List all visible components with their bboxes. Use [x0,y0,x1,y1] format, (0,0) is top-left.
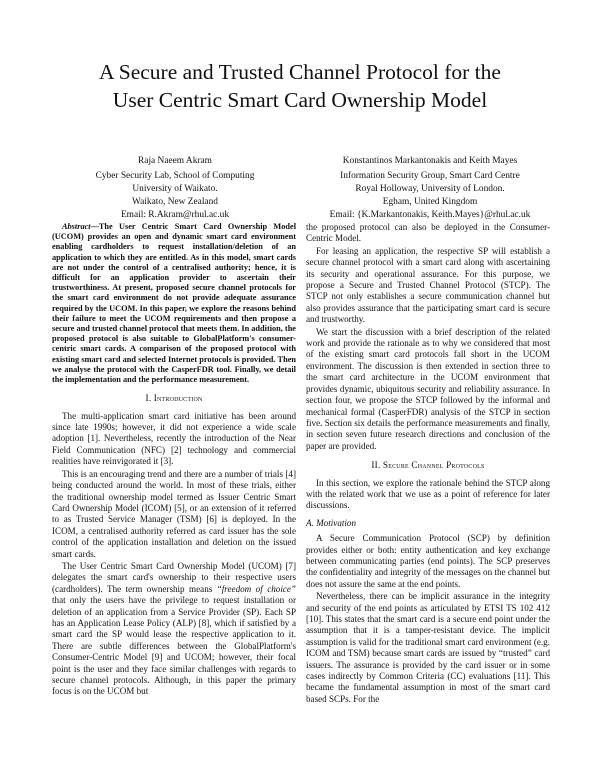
section-heading-secure-channel-protocols: II. Secure Channel Protocols [371,460,485,471]
author-email: Email: R.Akram@rhul.ac.uk [120,210,230,220]
author-affiliation: Information Security Group, Smart Card Centre [340,171,520,181]
title-line-1: A Secure and Trusted Channel Protocol for the [99,60,501,84]
text-run: The User Centric Smart Card Ownership Model (UCOM) [7] delegates the smart card's ownership to their respective users (cardholders). The term ownership means [52,560,296,594]
author-block-1 [70,155,280,222]
paragraph: Nevertheless, there can be implicit assurance in the integrity and security of the end points as articulated by ETSI TS 102 412 [10]. This states that the smart card is a secure end point under the assumption that it is a tamper-resistant device. The implicit assumption is valid for the traditional smart card environment (e.g. ICOM and TSM) because smart cards are issued by “trusted” card issuers. The assurance is provided by the card issuer or in some cases indirectly by Common Criteria (CC) evaluations [11]. This became the fundamental assumption in most of the smart card based SCPs. For the [306,591,550,704]
paragraph: The multi-application smart card initiative has been around since late 1990s; however, it did not experience a wide scale adoption [1]. Nevertheless, recently the introduction of the Near Field Communication (NFC) [2] technology and commercial realities have reinvigorated it [3]. [52,410,296,467]
author-location: Egham, United Kingdom [382,197,478,207]
abstract-label: Abstract [62,222,91,231]
left-column [52,222,296,699]
paragraph [52,561,296,698]
right-column [306,222,550,706]
author-email: Email: {K.Markantonakis, Keith.Mayes}@rhul.ac.uk [329,210,531,220]
section-heading-introduction: I. Introduction [145,393,203,404]
text-run: that only the users have the privilege to request installation or deletion of an application from a Service Provider (SP). Each SP has an Application Lease Policy (ALP) [8], which if satisfied by a smart card the SP would lease the respective application to it. There are subtle differences between the GlobalPlatform's Consumer-Centric Model [9] and UCOM; however, their focal point is the user and they face similar challenges with regards to secure channel protocols. Although, in this paper the primary focus is on the UCOM but [52,595,296,697]
paragraph: the proposed protocol can also be deployed in the Consumer-Centric Model. [306,222,550,244]
paragraph: A Secure Communication Protocol (SCP) by definition provides either or both: entity authentication and key exchange between communicating parties (end points). The SCP preserves the confidentiality and integrity of the messages on the channel but does not assure the same at the end points. [306,533,550,589]
paragraph: In this section, we explore the rationale behind the STCP along with the related work that we use as a point of reference for later discussions. [306,477,550,511]
title-line-2: User Centric Smart Card Ownership Model [112,88,488,112]
paragraph: For leasing an application, the respective SP will establish a secure channel protocol with a smart card along with ascertaining its security and operational assurance. For this purpose, we propose a Secure and Trusted Channel Protocol (STCP). The STCP not only establishes a secure communication channel but also provides assurance that the participating smart card is secure and trustworthy. [306,245,550,325]
abstract [52,222,296,385]
author-name: Raja Naeem Akram [138,156,212,166]
paper-title [40,58,560,114]
subsection-heading-motivation: A. Motivation [306,517,357,528]
author-block-2 [300,155,560,222]
emphasis: “freedom of choice” [216,583,296,594]
author-institution: University of Waikato. [132,184,218,194]
abstract-text: —The User Centric Smart Card Ownership Model (UCOM) provides an open and dynamic smart card environment enabling cardholders to request installation/deletion of an application to which they are entitled. As in this model, smart cards are not under the control of a centralised authority; hence, it is difficult for an application provider to ascertain their trustworthiness. At present, proposed secure channel protocols for the smart card environment do not provide adequate assurance required by the UCOM. In this paper, we explore the reasons behind their failure to meet the UCOM requirements and then propose a secure and trusted channel protocol that meets them. In addition, the proposed protocol is also suitable to GlobalPlatform's consumer-centric smart cards. A comparison of the proposed protocol with existing smart card and selected Internet protocols is provided. Then we analyse the protocol with the CasperFDR tool. Finally, we detail the implementation and the performance measurement. [52,222,296,385]
author-institution: Royal Holloway, University of London. [355,184,505,194]
author-location: Waikato, New Zealand [132,197,218,207]
author-affiliation: Cyber Security Lab, School of Computing [95,171,255,181]
paragraph: This is an encouraging trend and there are a number of trials [4] being conducted around the world. In most of these trials, either the traditional ownership model termed as Issuer Centric Smart Card Ownership Model (ICOM) [5], or an extension of it referred to as Trusted Service Manager (TSM) [6] is deployed. In the ICOM, a centralised authority referred as card issuer has the sole control of the application installation and deletion on the issued smart cards. [52,468,296,559]
author-name: Konstantinos Markantonakis and Keith Mayes [342,156,518,166]
paragraph: We start the discussion with a brief description of the related work and provide the rationale as to why we considered that most of the existing smart card protocols fall short in the UCOM environment. The discussion is then extended in section three to the smart card architecture in the UCOM environment that provides dynamic, ubiquitous security and reliability assurance. In section four, we propose the STCP followed by the informal and mechanical formal (CasperFDR) analysis of the STCP in section five. Section six details the performance measurements and finally, in section seven future research directions and conclusion of the paper are provided. [306,326,550,451]
